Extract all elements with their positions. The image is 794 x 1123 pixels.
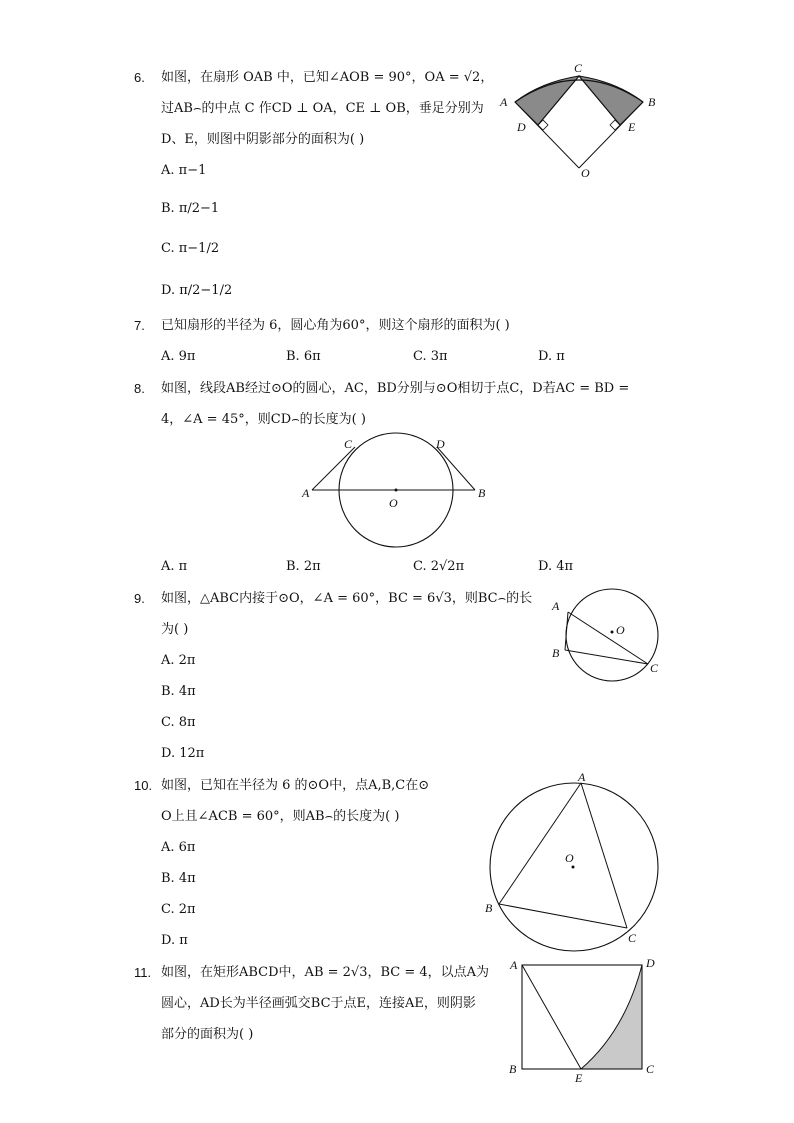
q6-label-b: B bbox=[648, 95, 656, 109]
q8-option-d[interactable]: D. 4π bbox=[538, 559, 574, 574]
q9-number: 9. bbox=[134, 591, 145, 606]
q8-option-c[interactable]: C. 2√2π bbox=[413, 559, 465, 574]
q9-label-o: O bbox=[616, 623, 625, 637]
q8-label-a: A bbox=[302, 486, 310, 500]
q6-line-2: 过AB⌢的中点 C 作CD ⊥ OA，CE ⊥ OB，垂足分别为 bbox=[161, 101, 484, 116]
q6-label-c: C bbox=[574, 61, 583, 75]
q10-label-o: O bbox=[565, 851, 574, 865]
q8-number: 8. bbox=[134, 381, 145, 396]
q6-option-d[interactable]: D. π/2−1/2 bbox=[161, 283, 233, 298]
q11-label-d: D bbox=[646, 956, 655, 970]
q11-line-3: 部分的面积为( ) bbox=[161, 1027, 254, 1042]
q6-number: 6. bbox=[134, 70, 145, 85]
q6-option-b[interactable]: B. π/2−1 bbox=[161, 201, 220, 216]
q8-circle-figure bbox=[300, 432, 500, 552]
q6-option-c[interactable]: C. π−1/2 bbox=[161, 241, 220, 256]
q11-label-c: C bbox=[646, 1062, 655, 1076]
q11-rectangle-figure bbox=[505, 955, 665, 1085]
q6-shaded-left bbox=[515, 76, 579, 125]
q11-label-a: A bbox=[510, 958, 518, 972]
q11-number: 11. bbox=[134, 965, 152, 980]
q8-line-1: 如图，线段AB经过⊙O的圆心，AC，BD分别与⊙O相切于点C，D若AC = BD = bbox=[161, 381, 630, 396]
q7-option-a[interactable]: A. 9π bbox=[161, 349, 196, 364]
q11-label-e: E bbox=[575, 1071, 583, 1085]
q9-label-c: C bbox=[650, 661, 659, 675]
q9-label-a: A bbox=[552, 599, 560, 613]
q6-line-3: D、E，则图中阴影部分的面积为( ) bbox=[161, 132, 365, 147]
q6-label-e: E bbox=[628, 120, 636, 134]
q8-label-c: C bbox=[344, 437, 353, 451]
q7-line-1: 已知扇形的半径为 6，圆心角为60°，则这个扇形的面积为( ) bbox=[161, 318, 510, 333]
q10-line-2: O上且∠ACB = 60°，则AB⌢的长度为( ) bbox=[161, 809, 400, 824]
q6-line-1: 如图，在扇形 OAB 中，已知∠AOB = 90°，OA = √2， bbox=[161, 70, 494, 85]
q7-option-b[interactable]: B. 6π bbox=[286, 349, 321, 364]
q10-label-a: A bbox=[578, 770, 586, 784]
q10-label-c: C bbox=[628, 931, 637, 945]
q8-option-a[interactable]: A. π bbox=[161, 559, 188, 574]
q6-label-a: A bbox=[500, 95, 508, 109]
q7-option-c[interactable]: C. 3π bbox=[413, 349, 448, 364]
q6-label-d: D bbox=[517, 120, 526, 134]
q9-line-2: 为( ) bbox=[161, 622, 189, 637]
q6-shaded-right bbox=[579, 76, 643, 125]
q10-line-1: 如图，已知在半径为 6 的⊙O中，点A,B,C在⊙ bbox=[161, 778, 430, 793]
q9-label-b: B bbox=[552, 646, 560, 660]
q11-shaded-region bbox=[581, 965, 642, 1069]
q10-option-a[interactable]: A. 6π bbox=[161, 840, 196, 855]
q9-line-1: 如图，△ABC内接于⊙O，∠A = 60°，BC = 6√3，则BC⌢的长 bbox=[161, 591, 533, 606]
q6-sector-figure bbox=[495, 60, 665, 185]
q9-option-c[interactable]: C. 8π bbox=[161, 715, 196, 730]
q8-option-b[interactable]: B. 2π bbox=[286, 559, 321, 574]
q6-label-o: O bbox=[581, 166, 590, 180]
q11-line-2: 圆心，AD长为半径画弧交BC于点E，连接AE，则阴影 bbox=[161, 996, 476, 1011]
q9-option-d[interactable]: D. 12π bbox=[161, 746, 205, 761]
q10-label-b: B bbox=[485, 901, 493, 915]
q8-label-d: D bbox=[436, 437, 445, 451]
q8-line-2: 4，∠A = 45°，则CD⌢的长度为( ) bbox=[161, 412, 366, 427]
q9-option-b[interactable]: B. 4π bbox=[161, 684, 196, 699]
q8-label-o: O bbox=[389, 496, 398, 510]
q10-option-d[interactable]: D. π bbox=[161, 933, 188, 948]
q7-number: 7. bbox=[134, 318, 145, 333]
q6-option-a[interactable]: A. π−1 bbox=[161, 163, 207, 178]
q10-option-c[interactable]: C. 2π bbox=[161, 902, 196, 917]
q10-number: 10. bbox=[134, 778, 153, 793]
q11-label-b: B bbox=[509, 1062, 517, 1076]
q9-option-a[interactable]: A. 2π bbox=[161, 653, 196, 668]
q9-circle-figure bbox=[548, 588, 668, 683]
q11-line-1: 如图，在矩形ABCD中，AB = 2√3，BC = 4，以点A为 bbox=[161, 965, 490, 980]
q10-circle-figure bbox=[480, 770, 670, 950]
q10-option-b[interactable]: B. 4π bbox=[161, 871, 196, 886]
q7-option-d[interactable]: D. π bbox=[538, 349, 565, 364]
q8-label-b: B bbox=[478, 486, 486, 500]
